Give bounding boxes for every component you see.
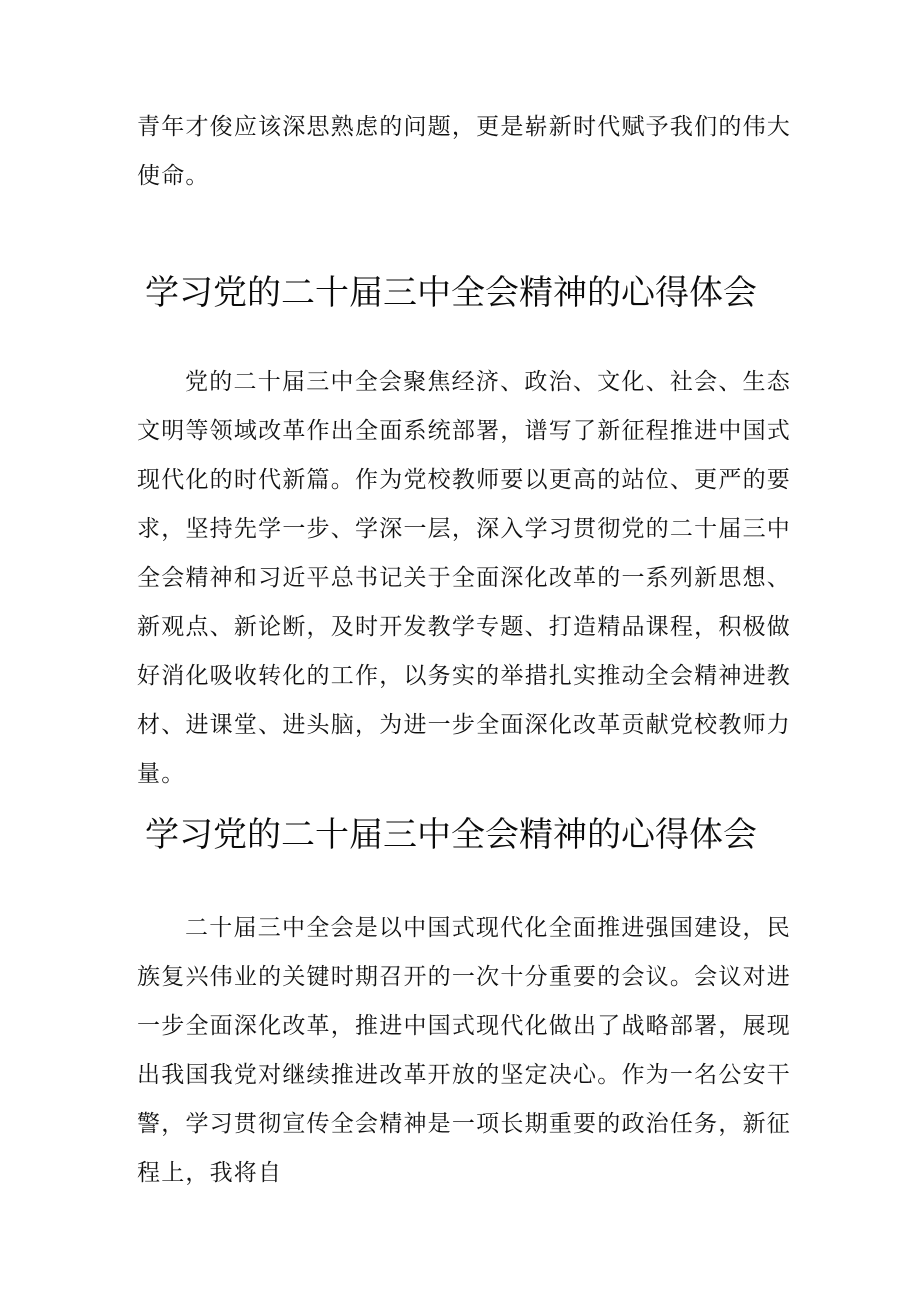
section-1-title: 学习党的二十届三中全会精神的心得体会 xyxy=(145,273,757,313)
section-2-title: 学习党的二十届三中全会精神的心得体会 xyxy=(145,815,757,855)
section-2-body: 二十届三中全会是以中国式现代化全面推进强国建设，民族复兴伟业的关键时期召开的一次十分重要的会议。会议对进一步全面深化改革，推进中国式现代化做出了战略部署，展现出我国我党对继续推进改革开放的坚定决心。作为一名公安干警，学习贯彻宣传全会精神是一项长期重要的政治任务，新征程上，我将自 xyxy=(137,915,791,1186)
intro-paragraph: 青年才俊应该深思熟虑的问题，更是崭新时代赋予我们的伟大使命。 xyxy=(137,114,791,189)
section-1-body: 党的二十届三中全会聚焦经济、政治、文化、社会、生态文明等领域改革作出全面系统部署，谱写了新征程推进中国式现代化的时代新篇。作为党校教师要以更高的站位、更严的要求，坚持先学一步、学深一层，深入学习贯彻党的二十届三中全会精神和习近平总书记关于全面深化改革的一系列新思想、新观点、新论断，及时开发教学专题、打造精品课程，积极做好消化吸收转化的工作，以务实的举措扎实推动全会精神进教材、进课堂、进头脑，为进一步全面深化改革贡献党校教师力量。 xyxy=(137,369,791,787)
